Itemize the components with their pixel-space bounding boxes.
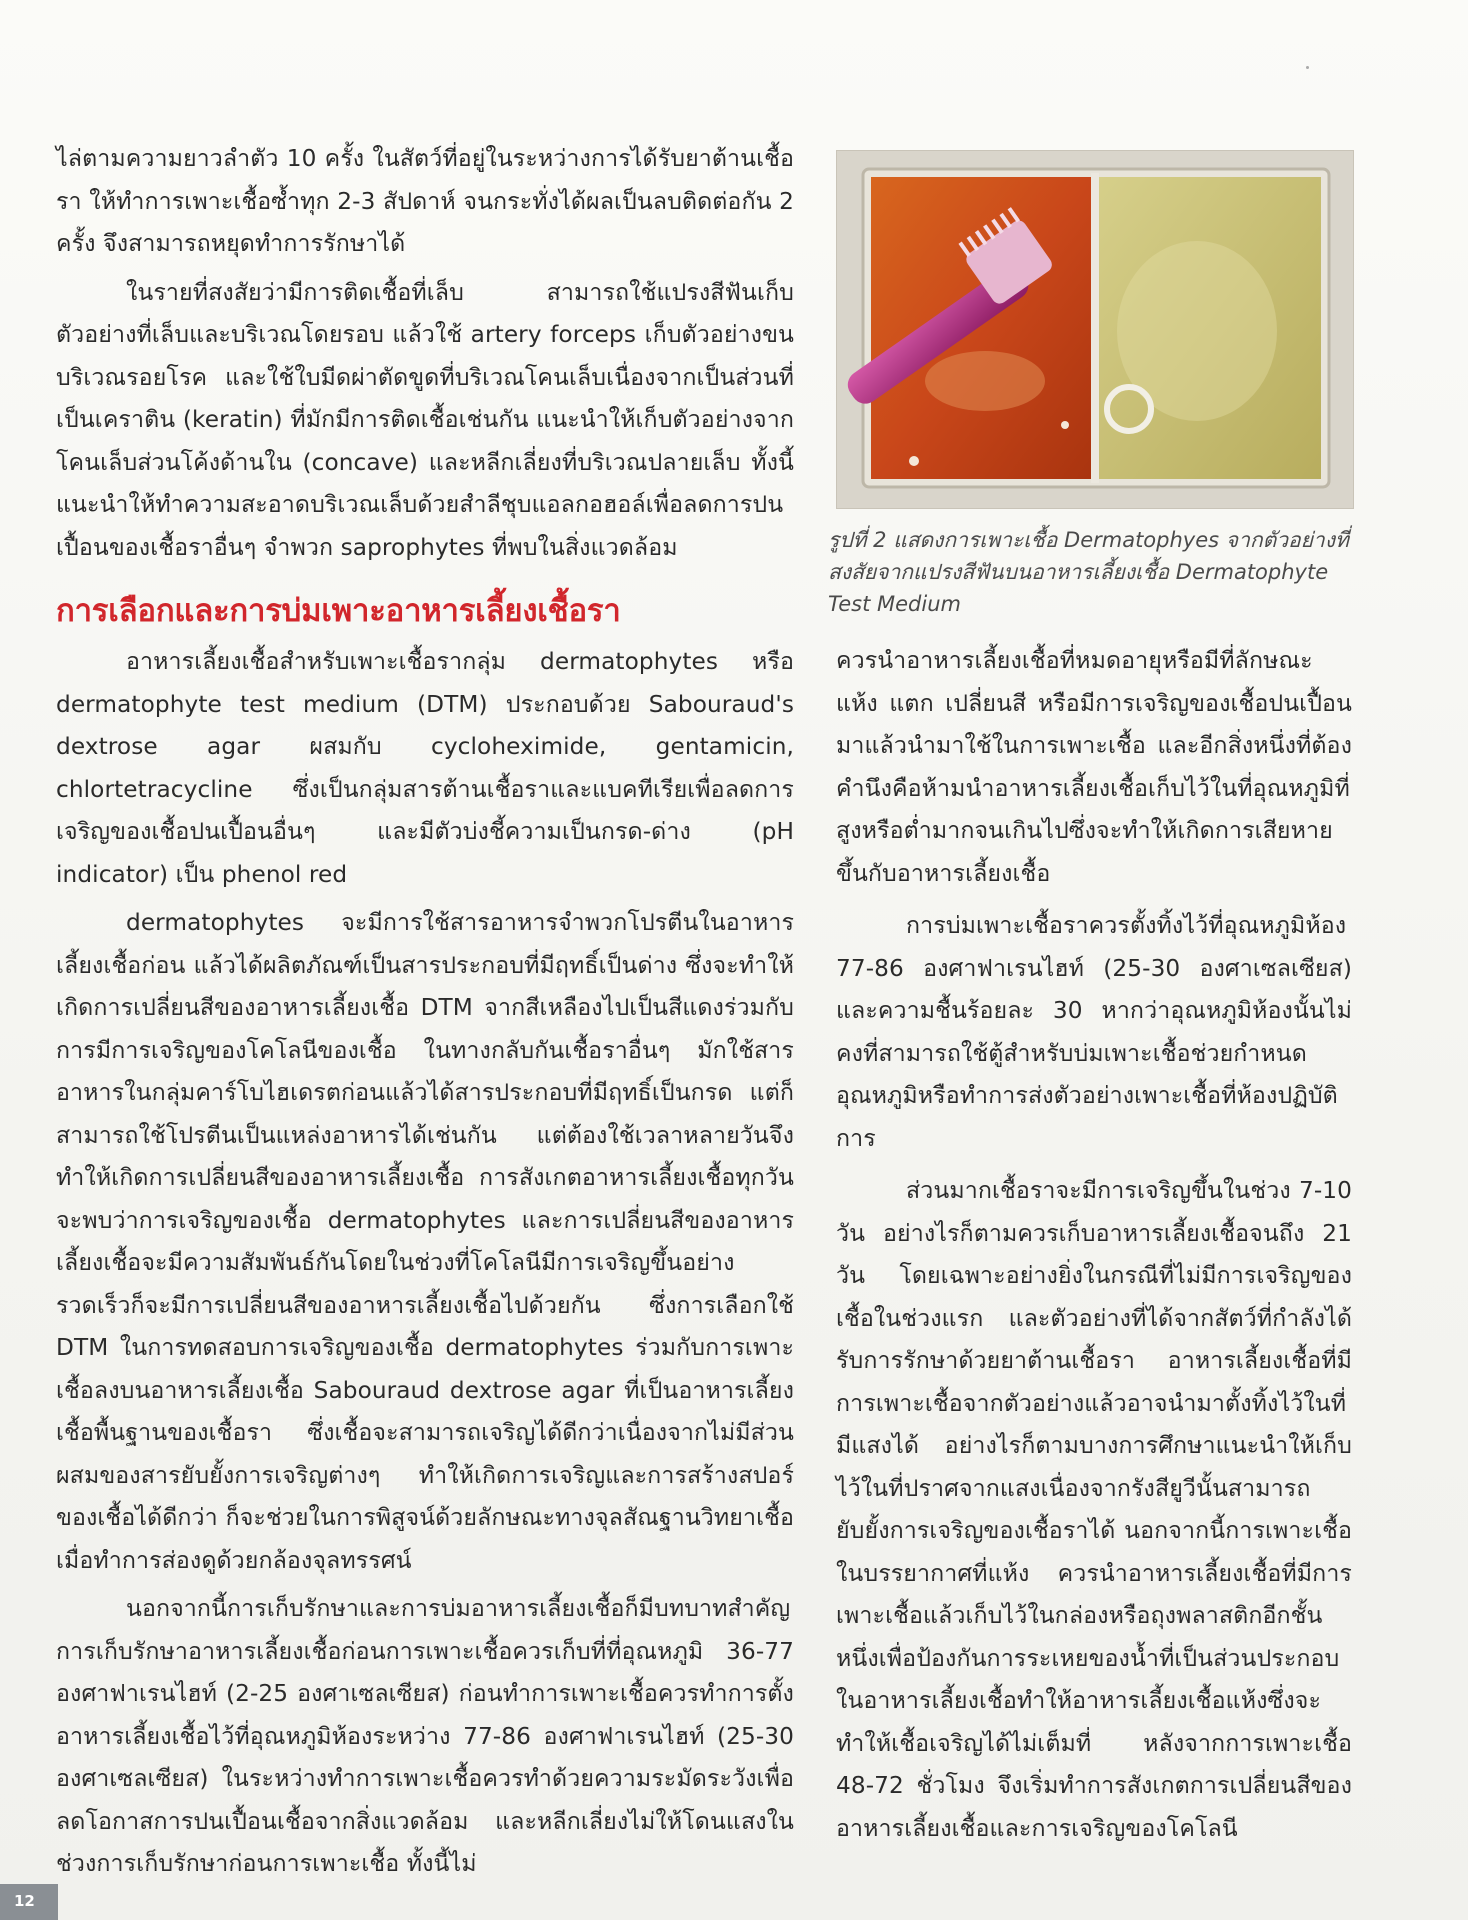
speck [1306,66,1309,69]
caption-label: รูปที่ 2 [828,528,887,552]
paragraph: นอกจากนี้การเก็บรักษาและการบ่มอาหารเลี้ยงเชื้อก็มีบทบาทสำคัญ การเก็บรักษาอาหารเลี้ยงเชื้อก่อนการเพาะเชื้อควรเก็บที่ที่อุณหภูมิ 36-77 องศาฟาเรนไฮท์ (2-25 องศาเซลเซียส) ก่อนทำการเพาะเชื้อควรทำการตั้งอาหารเลี้ยงเชื้อไว้ที่อุณหภูมิห้องระหว่าง 77-86 องศาฟาเรนไฮท์ (25-30 องศาเซลเซียส) ในระหว่างทำการเพาะเชื้อควรทำด้วยความระมัดระวังเพื่อลดโอกาสการปนเปื้อนเชื้อจากสิ่งแวดล้อม และหลีกเลี่ยงไม่ให้โดนแสงในช่วงการเก็บรักษาก่อนการเพาะเชื้อ ทั้งนี้ไม่ [56,1595,794,1877]
paragraph: อาหารเลี้ยงเชื้อสำหรับเพาะเชื้อรากลุ่ม dermatophytes หรือ dermatophyte test medium (DTM) ประกอบด้วย Sabouraud's dextrose agar ผสมกับ cycloheximide, gentamicin, chlortetracycline ซึ่งเป็นกลุ่มสารต้านเชื้อราและแบคทีเรียเพื่อลดการเจริญของเชื้อปนเปื้อนอื่นๆ และมีตัวบ่งชี้ความเป็นกรด-ด่าง (pH indicator) เป็น phenol red [56,648,794,888]
page-number: 12 [14,1892,35,1910]
right-column [836,640,1352,1850]
culture-plate-illustration [837,151,1353,508]
figure-photo-dtm-plate [836,150,1354,509]
paragraph: dermatophytes จะมีการใช้สารอาหารจำพวกโปรตีนในอาหารเลี้ยงเชื้อก่อน แล้วได้ผลิตภัณฑ์เป็นสารประกอบที่มีฤทธิ์เป็นด่าง ซึ่งจะทำให้เกิดการเปลี่ยนสีของอาหารเลี้ยงเชื้อ DTM จากสีเหลืองไปเป็นสีแดงร่วมกับการมีการเจริญของโคโลนีของเชื้อ ในทางกลับกันเชื้อราอื่นๆ มักใช้สารอาหารในกลุ่มคาร์โบไฮเดรตก่อนแล้วได้สารประกอบที่มีฤทธิ์เป็นกรด แต่ก็สามารถใช้โปรตีนเป็นแหล่งอาหารได้เช่นกัน แต่ต้องใช้เวลาหลายวันจึงทำให้เกิดการเปลี่ยนสีของอาหารเลี้ยงเชื้อ การสังเกตอาหารเลี้ยงเชื้อทุกวัน จะพบว่าการเจริญของเชื้อ dermatophytes และการเปลี่ยนสีของอาหารเลี้ยงเชื้อจะมีความสัมพันธ์กันโดยในช่วงที่โคโลนีมีการเจริญขึ้นอย่างรวดเร็วก็จะมีการเปลี่ยนสีของอาหารเลี้ยงเชื้อไปด้วยกัน ซึ่งการเลือกใช้ DTM ในการทดสอบการเจริญของเชื้อ dermatophytes ร่วมกับการเพาะเชื้อลงบนอาหารเลี้ยงเชื้อ Sabouraud dextrose agar ที่เป็นอาหารเลี้ยงเชื้อพื้นฐานของเชื้อรา ซึ่งเชื้อจะสามารถเจริญได้ดีกว่าเนื่องจากไม่มีส่วนผสมของสารยับยั้งการเจริญต่างๆ ทำให้เกิดการเจริญและการสร้างสปอร์ของเชื้อได้ดีกว่า ก็จะช่วยในการพิสูจน์ด้วยลักษณะทางจุลสัณฐานวิทยาเชื้อเมื่อทำการส่องดูด้วยกล้องจุลทรรศน์ [56,909,794,1574]
red-agar-compartment [871,177,1091,479]
left-column [56,138,794,1886]
paragraph: ไล่ตามความยาวลำตัว 10 ครั้ง ในสัตว์ที่อยู่ในระหว่างการได้รับยาต้านเชื้อรา ให้ทำการเพาะเชื้อซ้ำทุก 2-3 สัปดาห์ จนกระทั่งได้ผลเป็นลบติดต่อกัน 2 ครั้ง จึงสามารถหยุดทำการรักษาได้ [56,145,794,257]
section-heading: การเลือกและการบ่มเพาะอาหารเลี้ยงเชื้อรา [56,593,621,629]
colony [1061,421,1069,429]
paragraph: ควรนำอาหารเลี้ยงเชื้อที่หมดอายุหรือมีที่ลักษณะแห้ง แตก เปลี่ยนสี หรือมีการเจริญของเชื้อปนเปื้อนมาแล้วนำมาใช้ในการเพาะเชื้อ และอีกสิ่งหนึ่งที่ต้องคำนึงคือห้ามนำอาหารเลี้ยงเชื้อเก็บไว้ในที่อุณหภูมิที่สูงหรือต่ำมากจนเกินไปซึ่งจะทำให้เกิดการเสียหายขึ้นกับอาหารเลี้ยงเชื้อ [836,647,1352,887]
paragraph: การบ่มเพาะเชื้อราควรตั้งทิ้งไว้ที่อุณหภูมิห้อง 77-86 องศาฟาเรนไฮท์ (25-30 องศาเซลเซียส) และความชื้นร้อยละ 30 หากว่าอุณหภูมิห้องนั้นไม่คงที่สามารถใช้ตู้สำหรับบ่มเพาะเชื้อช่วยกำหนดอุณหภูมิหรือทำการส่งตัวอย่างเพาะเชื้อที่ห้องปฏิบัติการ [836,912,1352,1152]
paragraph: ในรายที่สงสัยว่ามีการติดเชื้อที่เล็บ สามารถใช้แปรงสีฟันเก็บตัวอย่างที่เล็บและบริเวณโดยรอบ แล้วใช้ artery forceps เก็บตัวอย่างขนบริเวณรอยโรค และใช้ใบมีดผ่าตัดขูดที่บริเวณโคนเล็บเนื่องจากเป็นส่วนที่เป็นเคราติน (keratin) ที่มักมีการติดเชื้อเช่นกัน แนะนำให้เก็บตัวอย่างจากโคนเล็บส่วนโค้งด้านใน (concave) และหลีกเลี่ยงที่บริเวณปลายเล็บ ทั้งนี้แนะนำให้ทำความสะอาดบริเวณเล็บด้วยสำลีชุบแอลกอฮอล์เพื่อลดการปนเปื้อนของเชื้อราอื่นๆ จำพวก saprophytes ที่พบในสิ่งแวดล้อม [56,278,794,561]
fungal-growth [925,351,1045,411]
figure-caption [828,524,1356,620]
caption-text: แสดงการเพาะเชื้อ Dermatophyes จากตัวอย่างที่สงสัยจากแปรงสีฟันบนอาหารเลี้ยงเชื้อ Dermatophyte Test Medium [828,528,1349,616]
colony [909,456,919,466]
plate-divider [1091,173,1099,483]
paragraph: ส่วนมากเชื้อราจะมีการเจริญขึ้นในช่วง 7-10 วัน อย่างไรก็ตามควรเก็บอาหารเลี้ยงเชื้อจนถึง 21 วัน โดยเฉพาะอย่างยิ่งในกรณีที่ไม่มีการเจริญของเชื้อในช่วงแรก และตัวอย่างที่ได้จากสัตว์ที่กำลังได้รับการรักษาด้วยยาต้านเชื้อรา อาหารเลี้ยงเชื้อที่มีการเพาะเชื้อจากตัวอย่างแล้วอาจนำมาตั้งทิ้งไว้ในที่มีแสงได้ อย่างไรก็ตามบางการศึกษาแนะนำให้เก็บไว้ในที่ปราศจากแสงเนื่องจากรังสียูวีนั้นสามารถยับยั้งการเจริญของเชื้อราได้ นอกจากนี้การเพาะเชื้อในบรรยากาศที่แห้ง ควรนำอาหารเลี้ยงเชื้อที่มีการเพาะเชื้อแล้วเก็บไว้ในกล่องหรือถุงพลาสติกอีกชั้นหนึ่งเพื่อป้องกันการระเหยของน้ำที่เป็นส่วนประกอบในอาหารเลี้ยงเชื้อทำให้อาหารเลี้ยงเชื้อแห้งซึ่งจะทำให้เชื้อเจริญได้ไม่เต็มที่ หลังจากการเพาะเชื้อ 48-72 ชั่วโมง จึงเริ่มทำการสังเกตการเปลี่ยนสีของอาหารเลี้ยงเชื้อและการเจริญของโคโลนี [836,1177,1352,1842]
